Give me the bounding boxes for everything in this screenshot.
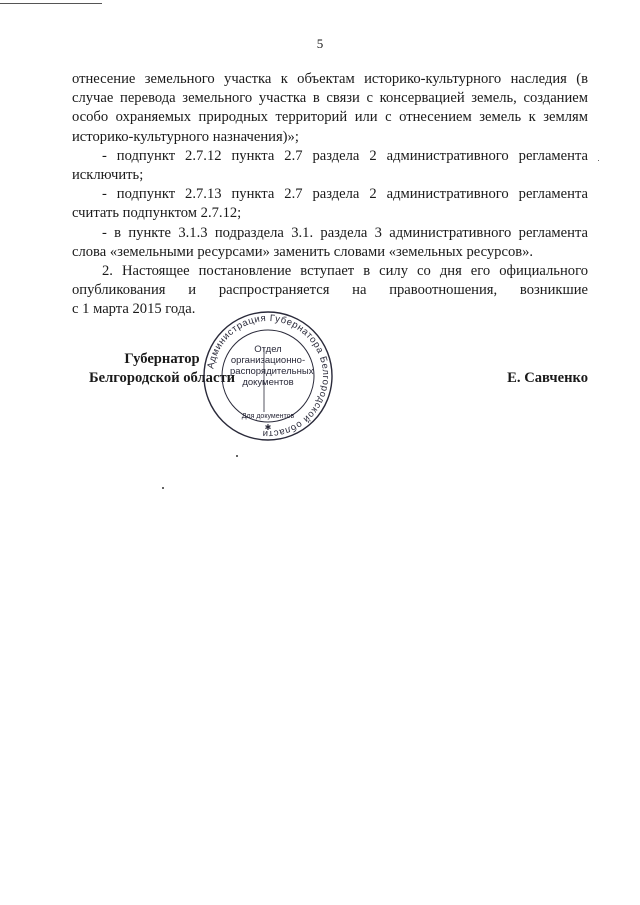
paragraph-continuation: отнесение земельного участка к объектам историко-культурного наследия (в случае перевода земельного участка в связи с консервацией земель, созданием особо охраняемых природных территорий или с отнесением земель к землям историко-культурного назначения)»; xyxy=(72,71,588,145)
stamp-inner-line2: организационно- xyxy=(230,355,306,366)
svg-text:✱: ✱ xyxy=(264,423,272,432)
signatory-role-line1: Губернатор xyxy=(124,351,200,367)
scan-speck xyxy=(598,160,599,161)
document-body xyxy=(72,70,588,320)
signatory-role-line2: Белгородской области xyxy=(88,370,236,386)
stamp-inner-line4: документов xyxy=(242,377,294,388)
scan-speck xyxy=(236,455,238,457)
paragraph-item: - в пункте 3.1.3 подраздела 3.1. раздела 3 административного регламента слова «земельными ресурсами» заменить словами «земельных ресурсов». xyxy=(72,224,588,260)
stamp-inner-line1: Отдел xyxy=(254,344,282,355)
official-stamp xyxy=(200,308,336,444)
scan-edge-line xyxy=(0,3,102,4)
stamp-ring-text: Администрация Губернатора Белгородской области xyxy=(205,312,332,440)
stamp-inner-line3: распорядительных xyxy=(230,366,314,377)
page-number: 5 xyxy=(316,36,324,51)
stamp-inner-text xyxy=(230,344,314,388)
paragraph-item: - подпункт 2.7.13 пункта 2.7 раздела 2 административного регламента считать подпунктом 2.7.12; xyxy=(72,186,588,222)
signatory-name: Е. Савченко xyxy=(507,370,588,386)
stamp-bottom-text: Для документов xyxy=(241,413,295,420)
paragraph-effective-date-end: с 1 марта 2015 года. xyxy=(72,301,196,318)
scan-speck xyxy=(162,487,164,489)
paragraph-item: - подпункт 2.7.12 пункта 2.7 раздела 2 административного регламента исключить; xyxy=(72,147,588,184)
paragraph-effective-date: 2. Настоящее постановление вступает в силу со дня его официального опубликования и распространяется на правоотношения, возникшие xyxy=(72,263,588,299)
